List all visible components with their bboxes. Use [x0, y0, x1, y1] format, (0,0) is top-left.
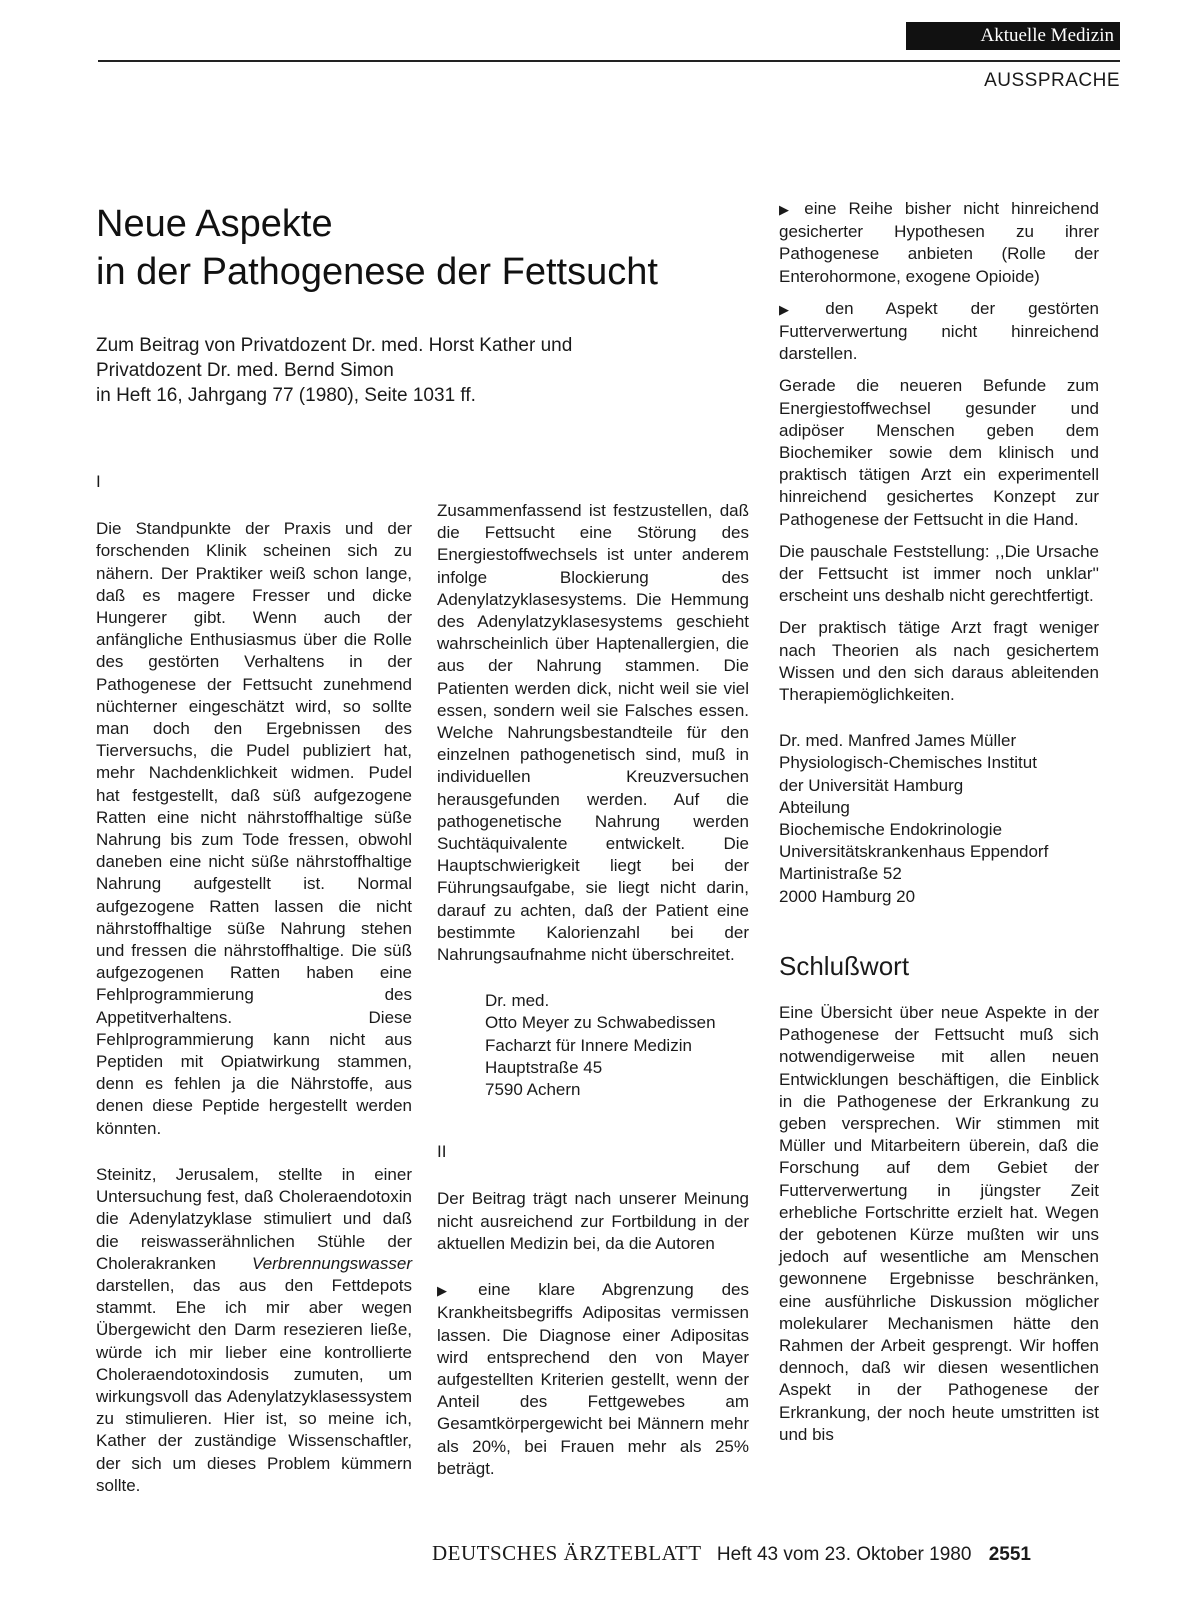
letter-2-paragraph: Der praktisch tätige Arzt fragt weniger nach Theorien als nach gesichertem Wissen und den sich daraus ableitenden Therapiemöglichkeiten. — [779, 618, 1099, 705]
letter-2-paragraph: Die pauschale Feststellung: ,,Die Ursache der Fettsucht ist immer noch unklar'' erscheint uns deshalb nicht gerechtfertigt. — [779, 541, 1099, 606]
letter-1-author — [437, 990, 749, 1101]
author-line: Facharzt für Innere Medizin — [485, 1035, 692, 1055]
author-line: Abteilung — [779, 797, 850, 817]
header-rule — [98, 60, 1120, 62]
subtitle-line: Privatdozent Dr. med. Bernd Simon — [96, 360, 394, 381]
author-line: Martinistraße 52 — [779, 864, 902, 884]
letter-2-bullet: ▶ den Aspekt der gestörten Futterverwertung nicht hinreichend darstellen. — [779, 298, 1099, 366]
subtitle-line: in Heft 16, Jahrgang 77 (1980), Seite 1031 ff. — [96, 385, 476, 406]
subtitle-line: Zum Beitrag von Privatdozent Dr. med. Horst Kather und — [96, 335, 573, 356]
issue-info: Heft 43 vom 23. Oktober 1980 — [716, 1544, 972, 1565]
letter-2-intro: Der Beitrag trägt nach unserer Meinung nicht ausreichend zur Fortbildung in der aktuellen Medizin bei, da die Autoren — [437, 1189, 749, 1253]
author-line: der Universität Hamburg — [779, 775, 964, 795]
letter-1-paragraph — [96, 1164, 412, 1497]
title-line: in der Pathogenese der Fettsucht — [96, 251, 658, 293]
column-1 — [96, 471, 412, 1497]
title-line: Neue Aspekte — [96, 203, 333, 245]
author-line: Biochemische Endokrinologie — [779, 820, 1003, 840]
journal-name: DEUTSCHES ÄRZTEBLATT — [432, 1541, 702, 1565]
author-line: Otto Meyer zu Schwabedissen — [485, 1013, 716, 1033]
author-line: 2000 Hamburg 20 — [779, 886, 916, 906]
letter-1-paragraph: Die Standpunkte der Praxis und der forschenden Klinik scheinen sich zu nähern. Der Praktiker weiß schon lange, daß es magere Fresser und dicke Hungerer gibt. Wenn auch der anfängliche Enthusiasmus über die Rolle des gestörten Verhaltens in der Pathogenese der Fettsucht zunehmend nüchterner eingeschätzt wird, so sollte man doch den Ergebnissen des Tierversuchs, die Pudel publiziert hat, mehr Nachdenklichkeit widmen. Pudel hat festgestellt, daß süß aufgezogene Ratten eine nicht nährstoffhaltige süße Nahrung bis zum Tode fressen, obwohl daneben eine nicht süße nährstoffhaltige Nahrung aufgestellt ist. Normal aufgezogene Ratten lassen die nicht nährstoffhaltige süße Nahrung stehen und fressen die nährstoffhaltige. Die süß aufgezogenen Ratten haben eine Fehlprogrammierung des Appetitverhaltens. Diese Fehlprogrammierung kann nicht aus Peptiden mit Opiatwirkung stammen, denn es fehlen ja die Nährstoffe, aus denen diese Peptide hergestellt werden könnten. — [96, 519, 412, 1138]
text-run: darstellen, das aus den Fettdepots stammt. Ehe ich mir aber wegen Übergewicht den Darm resezieren ließe, würde ich mir lieber eine kontrollierte Choleraendotoxindosis zumuten, um wirkungsvoll das Adenylatzyklasessystem zu stimulieren. Hier ist, so meine ich, Kather der zuständige Wissenschaftler, der sich um dieses Problem kümmern sollte. — [96, 1275, 412, 1495]
author-line: Universitätskrankenhaus Eppendorf — [779, 842, 1049, 862]
letter-2-paragraph: Gerade die neueren Befunde zum Energiestoffwechsel gesunder und adipöser Menschen geben dem Biochemiker sowie dem klinisch und praktisch tätigen Arzt ein experimentell hinreichend gesichertes Konzept zur Pathogenese der Fettsucht in die Hand. — [779, 376, 1099, 529]
author-line: Physiologisch-Chemisches Institut — [779, 753, 1037, 773]
author-line: Dr. med. — [485, 991, 550, 1011]
reply-heading: Schlußwort — [779, 950, 910, 981]
article-title — [96, 200, 756, 296]
letter-2-numeral: II — [437, 1142, 447, 1162]
letter-2-bullet: ▶ eine Reihe bisher nicht hinreichend gesicherter Hypothesen zu ihrer Pathogenese anbieten (Rolle der Enterohormone, exogene Opioide) — [779, 198, 1099, 288]
author-line: Dr. med. Manfred James Müller — [779, 731, 1017, 751]
column-2 — [437, 500, 749, 1480]
text-run: Steinitz, Jerusalem, stellte in einer Untersuchung fest, daß Choleraendotoxin die Adenylatzyklase stimuliert und daß die reiswasserähnlichen Stühle der Cholerakranken — [96, 1164, 412, 1273]
page-number: 2551 — [988, 1544, 1031, 1565]
letter-2-author — [779, 730, 1099, 908]
page-footer — [432, 1541, 1120, 1566]
column-3 — [779, 198, 1099, 1446]
author-line: Hauptstraße 45 — [485, 1057, 603, 1077]
letter-1-numeral: I — [96, 472, 101, 491]
letter-1-paragraph: Zusammenfassend ist festzustellen, daß die Fettsucht eine Störung des Energiestoffwechsels ist unter anderem infolge Blockierung des Adenylatzyklasesystems. Die Hemmung des Adenylatzyklasesystems geschieht wahrscheinlich über Haptenallergien, die aus der Nahrung stammen. Die Patienten werden dick, nicht weil sie viel essen, sondern weil sie Falsches essen. Welche Nahrungsbestandteile für den einzelnen pathogenetisch sind, muß in individuellen Kreuzversuchen herausgefunden werden. Auf die pathogenetische Nahrung werden Suchtäquivalente entwickelt. Die Hauptschwierigkeit liegt bei der Führungsaufgabe, sie liegt nicht darin, darauf zu achten, daß der Patient eine bestimmte Kalorienzahl bei der Nahrungsaufnahme nicht überschreitet. — [437, 501, 749, 965]
author-line: 7590 Achern — [485, 1080, 581, 1100]
emphasis-text: Verbrennungswasser — [251, 1253, 412, 1273]
section-tag: Aktuelle Medizin — [906, 22, 1120, 50]
letter-2-bullet: ▶ eine klare Abgrenzung des Krankheitsbegriffs Adipositas vermissen lassen. Die Diagnose einer Adipositas wird entsprechend den von Mayer aufgestellten Kriterien gestellt, wenn der Anteil des Fettgewebes am Gesamtkörpergewicht bei Männern mehr als 20%, bei Frauen mehr als 25% beträgt. — [437, 1279, 749, 1480]
rubric: AUSSPRACHE — [984, 70, 1120, 91]
article-subtitle — [96, 333, 736, 408]
reply-text: Eine Übersicht über neue Aspekte in der Pathogenese der Fettsucht muß sich notwendigerweise mit allen neuen Entwicklungen beschäftigen, die Einblick in die Pathogenese der Erkrankung zu geben versprechen. Wir stimmen mit Müller und Mitarbeitern überein, daß die Forschung auf dem Gebiet der Futterverwertung in jüngster Zeit erhebliche Fortschritte erzielt hat. Wegen der gebotenen Kürze mußten wir uns jedoch auf wesentliche am Menschen gewonnene Ergebnisse beschränken, eine ausführliche Diskussion möglicher molekularer Mechanismen hätte den Rahmen der Arbeit gesprengt. Wir hoffen dennoch, daß wir diesen wesentlichen Aspekt in der Pathogenese der Erkrankung, der noch heute umstritten ist und bis — [779, 1002, 1099, 1444]
